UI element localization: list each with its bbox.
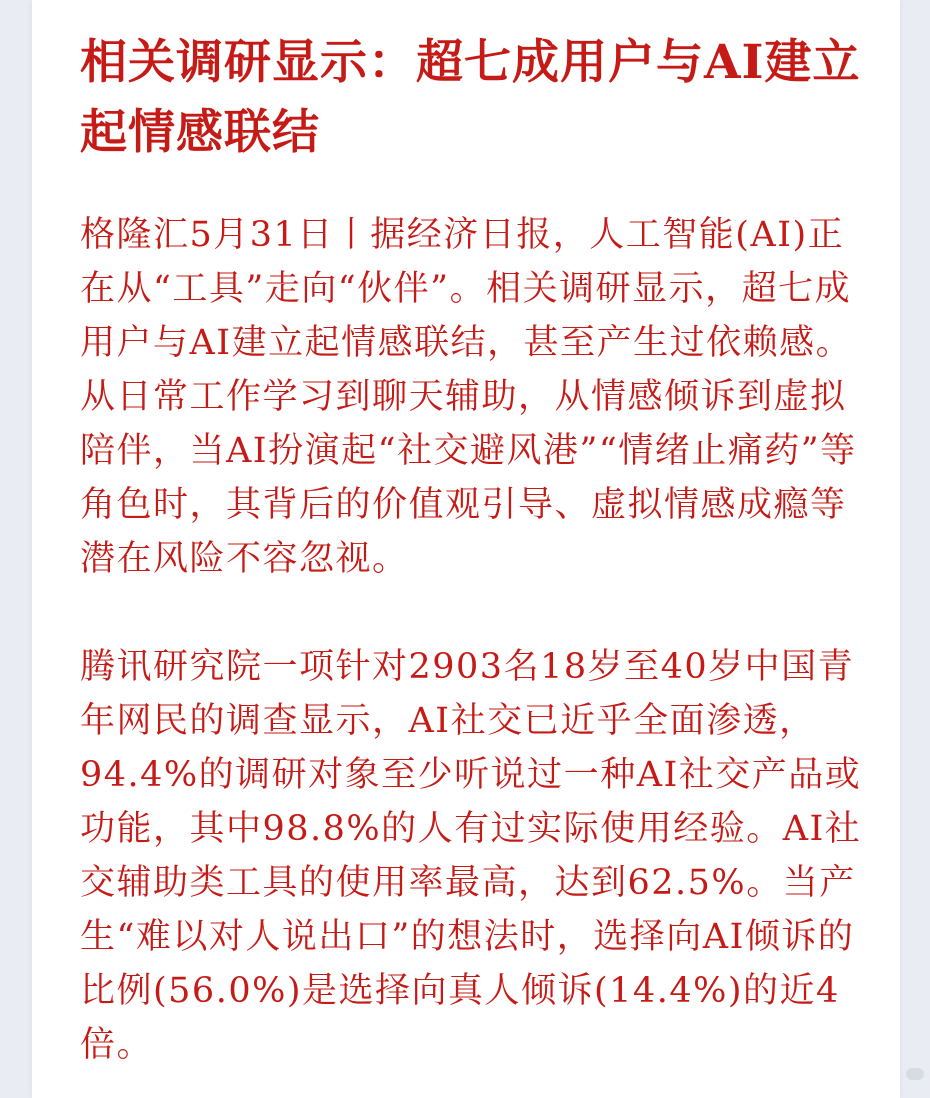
article-paragraph-2: 腾讯研究院一项针对2903名18岁至40岁中国青年网民的调查显示，AI社交已近乎全面渗透，94.4%的调研对象至少听说过一种AI社交产品或功能，其中98.8%的人有过实际使用经验。AI社交辅助类工具的使用率最高，达到62.5%。当产生“难以对人说出口”的想法时，选择向AI倾诉的比例(56.0%)是选择向真人倾诉(14.4%)的近4倍。 [80,647,862,1065]
scrollbar-thumb[interactable] [906,1068,924,1080]
article-content [80,28,870,1072]
article-title: 相关调研显示：超七成用户与AI建立起情感联结 [80,35,861,160]
article-paragraph-1: 格隆汇5月31日丨据经济日报，人工智能(AI)正在从“工具”走向“伙伴”。相关调研显示，超七成用户与AI建立起情感联结，甚至产生过依赖感。从日常工作学习到聊天辅助，从情感倾诉到虚拟陪伴，当AI扮演起“社交避风港”“情绪止痛药”等角色时，其背后的价值观引导、虚拟情感成瘾等潜在风险不容忽视。 [80,215,857,579]
article-card [32,0,900,1098]
